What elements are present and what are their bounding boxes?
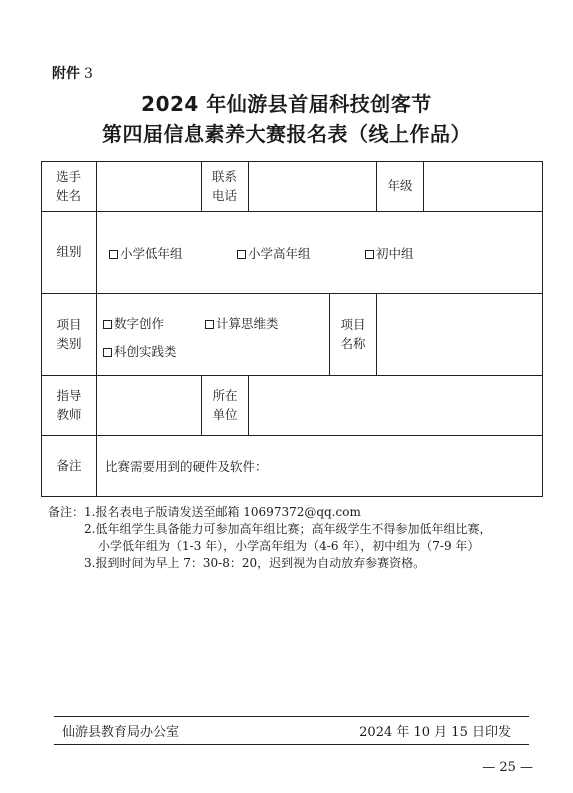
contact-phone-field[interactable] — [249, 162, 377, 212]
footer-date: 2024 年 10 月 15 日印发 — [359, 725, 511, 740]
group-label: 组别 — [42, 212, 97, 294]
note-item: 小学低年组为（1-3 年），小学高年组为（4-6 年），初中组为（7-9 年） — [98, 539, 480, 553]
notes-prefix: 备注： — [48, 505, 85, 519]
attachment-text: 附件 — [52, 66, 80, 82]
checkbox-icon[interactable] — [103, 320, 112, 329]
remark-label: 备注 — [42, 436, 97, 497]
category-option-sci-tech-practice[interactable]: 科创实践类 — [103, 342, 177, 360]
checkbox-icon[interactable] — [109, 250, 118, 259]
footer-office: 仙游县教育局办公室 — [62, 725, 180, 740]
attachment-number: 3 — [84, 66, 93, 82]
project-name-field[interactable] — [377, 294, 543, 376]
teacher-field[interactable] — [97, 376, 202, 436]
category-option-digital-creation[interactable]: 数字创作 — [103, 314, 164, 332]
note-item: 备注：1.报名表电子版请发送至邮箱 10697372@qq.com — [48, 505, 361, 519]
grade-field[interactable] — [424, 162, 543, 212]
checkbox-icon[interactable] — [237, 250, 246, 259]
checkbox-icon[interactable] — [103, 348, 112, 357]
category-option-computational-thinking[interactable]: 计算思维类 — [205, 314, 279, 332]
project-name-label: 项目 名称 — [330, 294, 377, 376]
unit-field[interactable] — [249, 376, 543, 436]
title-line-1: 2024 年仙游县首届科技创客节 — [141, 92, 432, 116]
group-option-lower-primary[interactable]: 小学低年组 — [109, 244, 183, 262]
notes-section — [48, 504, 548, 572]
note-item: 2.低年组学生具备能力可参加高年组比赛；高年级学生不得参加低年组比赛， — [84, 522, 492, 536]
player-name-label: 选手 姓名 — [42, 162, 97, 212]
player-name-field[interactable] — [97, 162, 202, 212]
footer-bottom-rule — [54, 744, 529, 745]
page-number: — 25 — — [482, 760, 533, 775]
title-line-2: 第四届信息素养大赛报名表（线上作品） — [102, 122, 471, 146]
registration-form-table — [41, 161, 543, 497]
teacher-label: 指导 教师 — [42, 376, 97, 436]
attachment-label — [52, 63, 93, 83]
remark-text: 比赛需要用到的硬件及软件： — [105, 459, 268, 474]
group-option-junior-high[interactable]: 初中组 — [365, 244, 414, 262]
group-options — [97, 212, 543, 294]
group-option-upper-primary[interactable]: 小学高年组 — [237, 244, 311, 262]
unit-label: 所在 单位 — [202, 376, 249, 436]
category-label: 项目 类别 — [42, 294, 97, 376]
contact-phone-label: 联系 电话 — [202, 162, 249, 212]
checkbox-icon[interactable] — [365, 250, 374, 259]
grade-label: 年级 — [377, 162, 424, 212]
remark-field[interactable] — [97, 436, 543, 497]
footer-top-rule — [54, 716, 529, 717]
category-options — [97, 294, 330, 376]
checkbox-icon[interactable] — [205, 320, 214, 329]
note-item: 3.报到时间为早上 7：30-8：20，迟到视为自动放弃参赛资格。 — [84, 556, 426, 570]
